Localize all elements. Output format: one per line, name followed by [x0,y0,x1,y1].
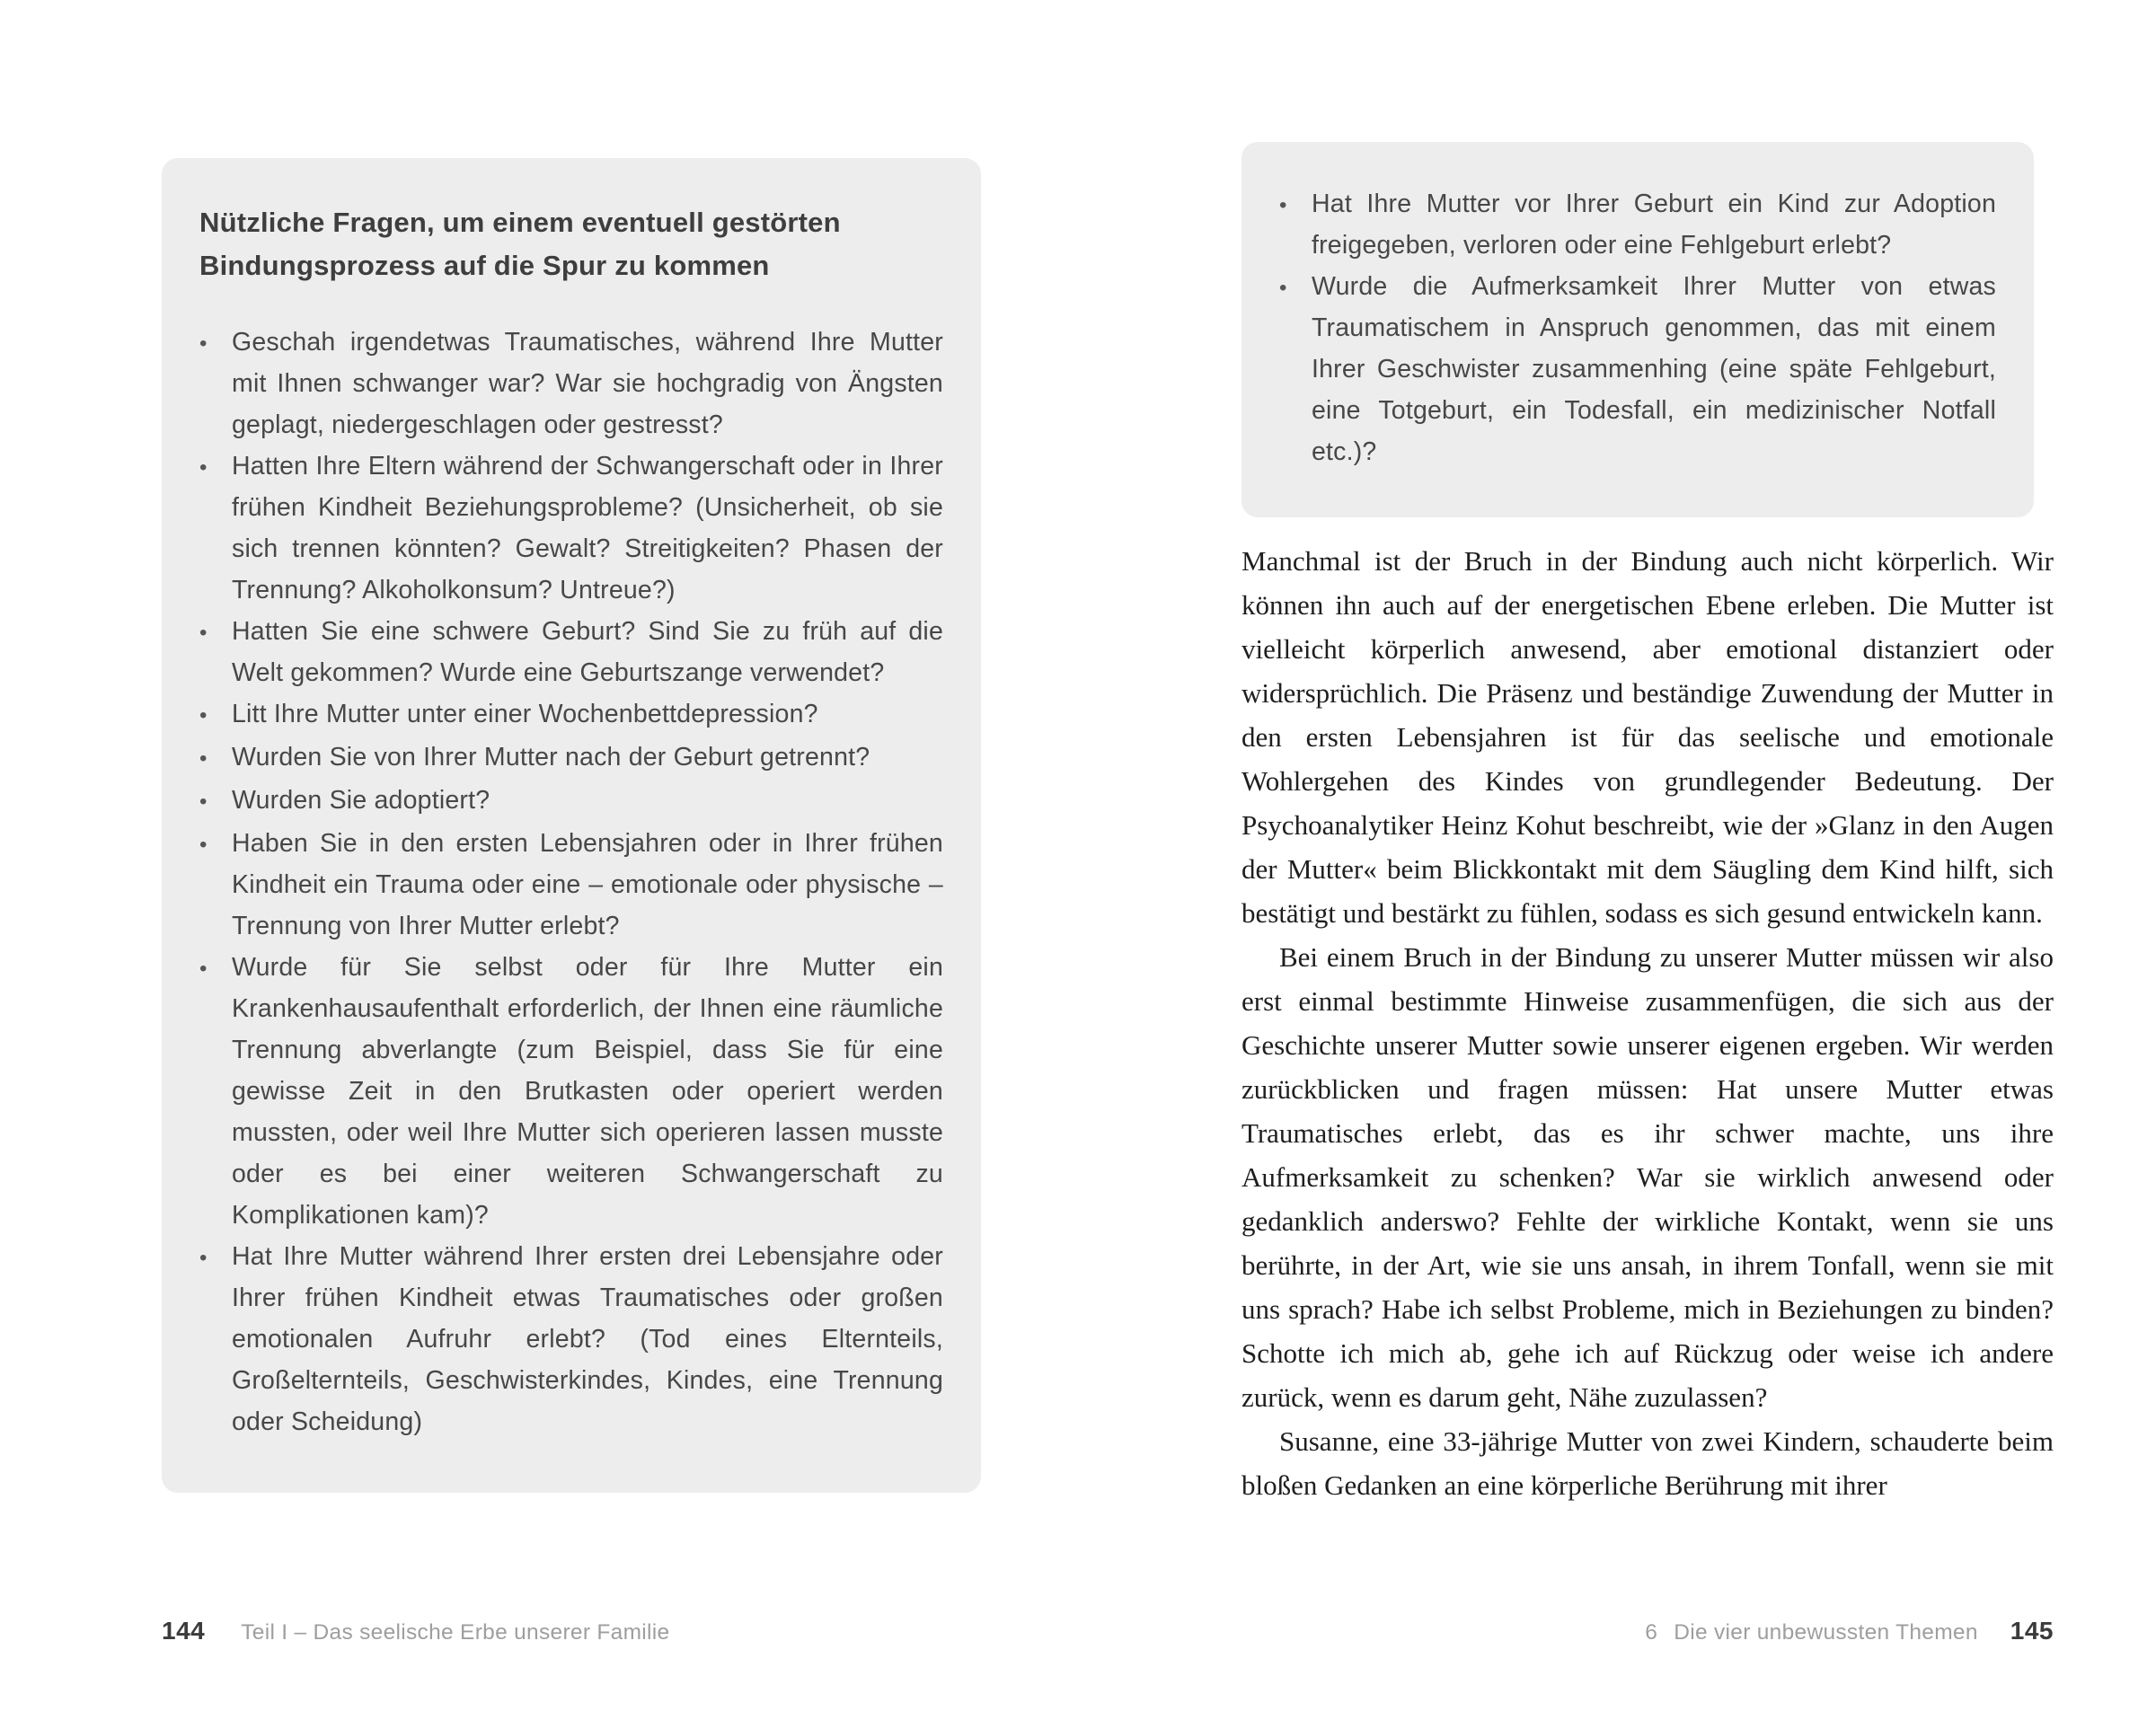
body-text [1241,539,2054,1507]
question-text: Wurden Sie adoptiert? [232,786,490,815]
questions-list-right [1279,183,1996,472]
question-text: Litt Ihre Mutter unter einer Wochenbettdepression? [232,700,818,728]
section-title: Teil I – Das seelische Erbe unserer Familie [241,1620,670,1645]
question-text: Hat Ihre Mutter während Ihrer ersten drei Lebensjahre oder Ihrer frühen Kindheit etwas Traumatisches oder großen emotionalen Aufruhr erlebt? (Tod eines Elternteils, Großelternteils, Geschwisterkindes, Kindes, eine Trennung oder Scheidung) [232,1242,943,1436]
question-text: Hat Ihre Mutter vor Ihrer Geburt ein Kind zur Adoption freigegeben, verloren oder eine Fehlgeburt erlebt? [1312,190,1996,260]
chapter-title: Die vier unbewussten Themen [1674,1620,1978,1645]
question-item [199,1236,943,1442]
bullet-icon: • [199,621,208,645]
question-text: Hatten Sie eine schwere Geburt? Sind Sie zu früh auf die Welt gekommen? Wurde eine Geburtszange verwendet? [232,617,943,687]
paragraph: Manchmal ist der Bruch in der Bindung auch nicht körperlich. Wir können ihn auch auf der energetischen Ebene erleben. Die Mutter ist vielleicht körperlich anwesend, aber emotional distanziert oder widersprüchlich. Die Präsenz und beständige Zuwendung der Mutter in den ersten Lebensjahren ist für das seelische und emotionale Wohlergehen des Kindes von grundlegender Bedeutung. Der Psychoanalytiker Heinz Kohut beschreibt, wie der »Glanz in den Augen der Mutter« beim Blickkontakt mit dem Säugling dem Kind hilft, sich bestätigt und bestärkt zu fühlen, sodass es sich gesund entwickeln kann. [1241,545,2054,929]
question-item [1279,183,1996,266]
right-page-number: 145 [2010,1617,2054,1645]
right-page-footer [1645,1617,2054,1645]
question-text: Wurde für Sie selbst oder für Ihre Mutter ein Krankenhausaufenthalt erforderlich, der Ihnen eine räumliche Trennung abverlangte (zum Beispiel, dass Sie für eine gewisse Zeit in den Brutkasten oder operiert werden mussten, oder weil Ihre Mutter sich operieren lassen musste oder es bei einer weiteren Schwangerschaft zu Komplikationen kam)? [232,953,943,1230]
paragraph: Bei einem Bruch in der Bindung zu unserer Mutter müssen wir also erst einmal bestimmte Hinweise zusammenfügen, die sich aus der Geschichte unserer Mutter sowie unserer eigenen ergeben. Wir werden zurückblicken und fragen müssen: Hat unsere Mutter etwas Traumatisches erlebt, das es ihr schwer machte, uns ihre Aufmerksamkeit zu schenken? War sie wirklich anwesend oder gedanklich anderswo? Fehlte der wirkliche Kontakt, wenn sie uns berührte, in der Art, wie sie uns ansah, in ihrem Tonfall, wenn sie mit uns sprach? Habe ich selbst Probleme, mich in Beziehungen zu binden? Schotte ich mich ab, gehe ich auf Rückzug oder weise ich andere zurück, wenn es darum geht, Nähe zuzulassen? [1241,941,2054,1413]
bullet-icon: • [199,833,208,857]
bullet-icon: • [199,455,208,480]
questions-box-left [162,158,981,1493]
bullet-icon: • [199,746,208,771]
question-text: Geschah irgendetwas Traumatisches, während Ihre Mutter mit Ihnen schwanger war? War sie hochgradig von Ängsten geplagt, niedergeschlagen oder gestresst? [232,328,943,439]
question-item [199,445,943,611]
bullet-icon: • [1279,276,1287,300]
question-item [199,737,943,780]
paragraph: Susanne, eine 33-jährige Mutter von zwei Kindern, schauderte beim bloßen Gedanken an eine körperliche Berührung mit ihrer [1241,1425,2054,1501]
bullet-icon: • [1279,193,1287,217]
left-page-footer [162,1617,669,1645]
question-item [199,823,943,947]
question-text: Hatten Ihre Eltern während der Schwangerschaft oder in Ihrer frühen Kindheit Beziehungsprobleme? (Unsicherheit, ob sie sich trennen könnten? Gewalt? Streitigkeiten? Phasen der Trennung? Alkoholkonsum? Untreue?) [232,452,943,604]
questions-box-right [1241,142,2034,517]
left-page-number: 144 [162,1617,206,1645]
question-item [199,322,943,445]
question-item [199,947,943,1236]
question-text: Haben Sie in den ersten Lebensjahren oder in Ihrer frühen Kindheit ein Trauma oder eine – emotionale oder physische – Trennung von Ihrer Mutter erlebt? [232,829,943,940]
bullet-icon: • [199,789,208,814]
chapter-number: 6 [1645,1620,1658,1645]
question-item [199,693,943,737]
question-text: Wurde die Aufmerksamkeit Ihrer Mutter von etwas Traumatischem in Anspruch genommen, das mit einem Ihrer Geschwister zusammenhing (eine späte Fehlgeburt, eine Totgeburt, ein Todesfall, ein medizinischer Notfall etc.)? [1312,272,1996,466]
bullet-icon: • [199,957,208,981]
bullet-icon: • [199,703,208,728]
question-item [1279,266,1996,472]
bullet-icon: • [199,1246,208,1270]
bullet-icon: • [199,331,208,356]
questions-box-heading: Nützliche Fragen, um einem eventuell gestörten Bindungsprozess auf die Spur zu kommen [199,207,841,281]
questions-list-left [199,322,943,1442]
question-item [199,780,943,823]
question-item [199,611,943,693]
question-text: Wurden Sie von Ihrer Mutter nach der Geburt getrennt? [232,743,870,772]
